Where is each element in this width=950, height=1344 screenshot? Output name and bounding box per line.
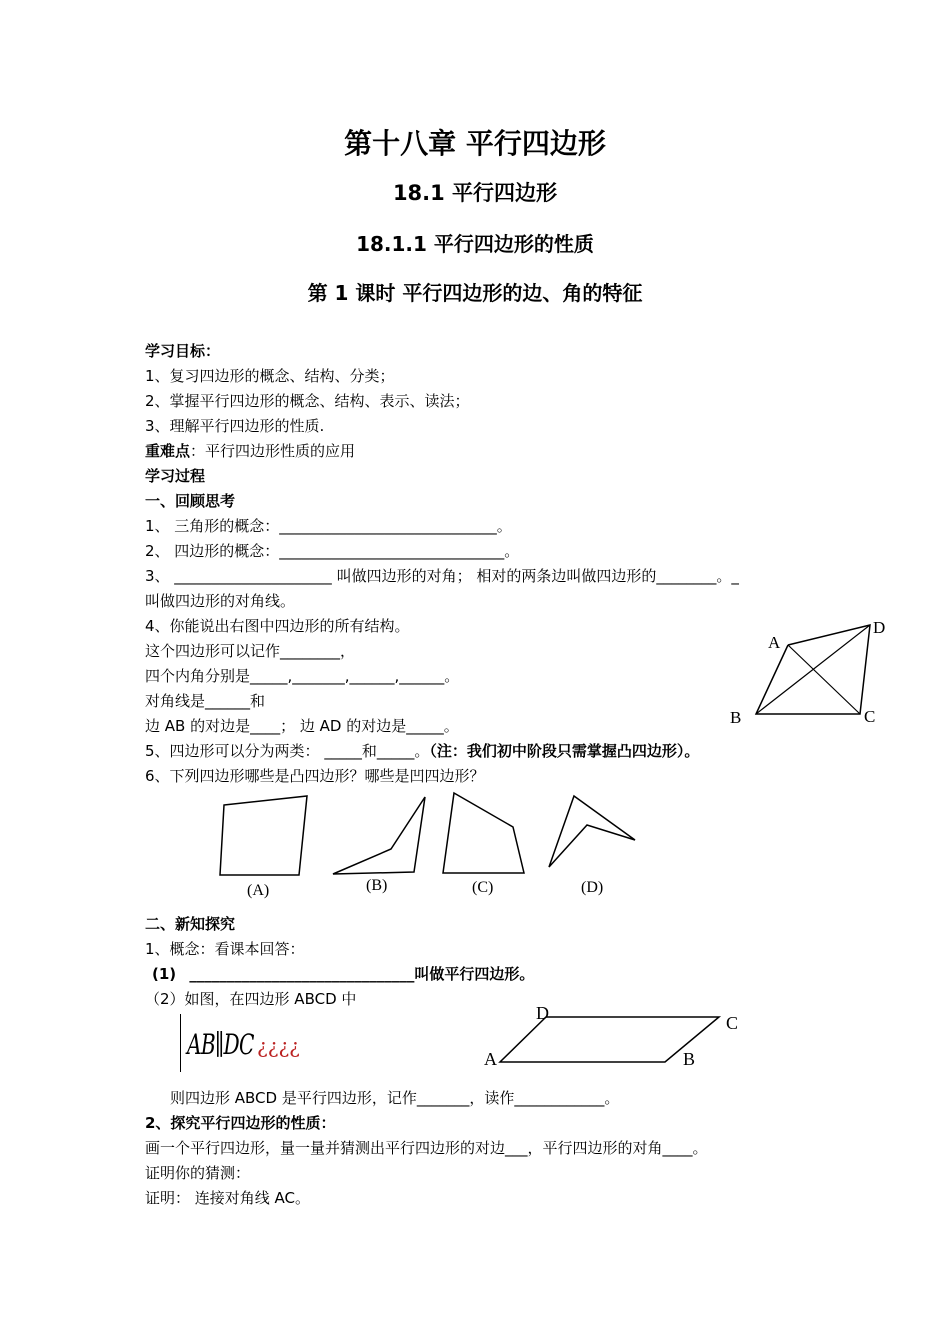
review-question-2: 2、 四边形的概念：______________________________。 xyxy=(145,542,520,560)
properties-heading: 2、探究平行四边形的性质： xyxy=(145,1114,336,1132)
shape-b xyxy=(333,797,425,874)
vertex-label-d: D xyxy=(873,618,886,637)
chapter-title: 第十八章 平行四边形 xyxy=(344,127,606,160)
formula-text: AB∥DC xyxy=(187,1028,254,1061)
parallelogram-label-a: A xyxy=(484,1049,497,1069)
goal-item: 3、理解平行四边形的性质. xyxy=(145,417,325,435)
lesson-title: 第 1 课时 平行四边形的边、角的特征 xyxy=(307,281,643,305)
subsection-title: 18.1.1 平行四边形的性质 xyxy=(356,232,594,256)
review-question-3-cont: 叫做四边形的对角线。 xyxy=(145,592,296,610)
concept-definition-tail: 叫做平行四边形。 xyxy=(414,965,535,983)
review-heading: 一、回顾思考 xyxy=(145,492,236,510)
shape-label-c: (C) xyxy=(472,879,494,896)
proof-start: 证明： 连接对角线 AC。 xyxy=(145,1189,311,1207)
shape-label-b: (B) xyxy=(366,877,388,894)
review-question-4c: 对角线是______和 xyxy=(145,692,266,710)
vertex-label-a: A xyxy=(768,633,781,652)
process-heading: 学习过程 xyxy=(145,467,206,485)
parallelogram-label-c: C xyxy=(726,1013,739,1033)
review-question-4b: 四个内角分别是_____,_______,______,______。 xyxy=(145,667,460,685)
shape-d xyxy=(549,796,635,867)
proof-prompt: 证明你的猜测： xyxy=(145,1164,251,1182)
review-question-5-note: （注：我们初中阶段只需掌握凸四边形）。 xyxy=(429,742,700,760)
shape-label-d: (D) xyxy=(581,879,604,896)
concept-definition-blank: ______________________________ xyxy=(189,965,415,983)
review-question-5-text: 5、四边形可以分为两类： _____和_____。 xyxy=(145,742,430,760)
goal-item: 1、复习四边形的概念、结构、分类； xyxy=(145,367,395,385)
concept-definition xyxy=(152,964,534,984)
concept-definition-number: (1) xyxy=(152,965,177,983)
goals-heading: 学习目标： xyxy=(145,342,221,360)
shape-label-a: (A) xyxy=(247,882,270,899)
key-points-text: ：平行四边形性质的应用 xyxy=(190,442,356,460)
parallelogram-label-d: D xyxy=(536,1003,549,1023)
vertex-label-c: C xyxy=(864,707,876,726)
parallelogram-notation: 则四边形 ABCD 是平行四边形，记作_______，读作____________。 xyxy=(170,1089,620,1107)
review-question-4a: 这个四边形可以记作________， xyxy=(145,642,356,660)
review-question-3: 3、 _____________________ 叫做四边形的对角； 相对的两条边叫做四边形的________。_ xyxy=(145,567,739,585)
formula-garbled-symbols: ¿¿¿¿ xyxy=(257,1034,300,1058)
parallelogram-figure xyxy=(480,1000,745,1075)
review-question-6: 6、下列四边形哪些是凸四边形？哪些是凹四边形？ xyxy=(145,767,485,785)
parallelogram-label-b: B xyxy=(683,1049,696,1069)
properties-task: 画一个平行四边形，量一量并猜测出平行四边形的对边___，平行四边形的对角____。 xyxy=(145,1139,708,1157)
review-question-4d: 边 AB 的对边是____； 边 AD 的对边是_____。 xyxy=(145,717,459,735)
section-title: 18.1 平行四边形 xyxy=(392,181,558,205)
review-question-1: 1、 三角形的概念：_____________________________。 xyxy=(145,517,512,535)
quadrilateral-figure xyxy=(720,612,900,732)
vertex-label-b: B xyxy=(730,708,742,727)
goal-item: 2、掌握平行四边形的概念、结构、表示、读法； xyxy=(145,392,470,410)
review-question-4: 4、你能说出右图中四边形的所有结构。 xyxy=(145,617,410,635)
shapes-figure xyxy=(210,785,650,900)
key-points-label: 重难点 xyxy=(145,442,191,460)
diagonal-ac xyxy=(788,645,860,714)
condition-formula xyxy=(180,1014,311,1072)
review-question-5 xyxy=(145,741,699,761)
concept-figure-prompt: （2）如图，在四边形 ABCD 中 xyxy=(145,990,357,1008)
explore-heading: 二、新知探究 xyxy=(145,915,236,933)
shape-a xyxy=(220,796,307,875)
key-points xyxy=(145,441,355,461)
shape-c xyxy=(443,793,524,873)
concept-prompt: 1、概念：看课本回答： xyxy=(145,940,305,958)
